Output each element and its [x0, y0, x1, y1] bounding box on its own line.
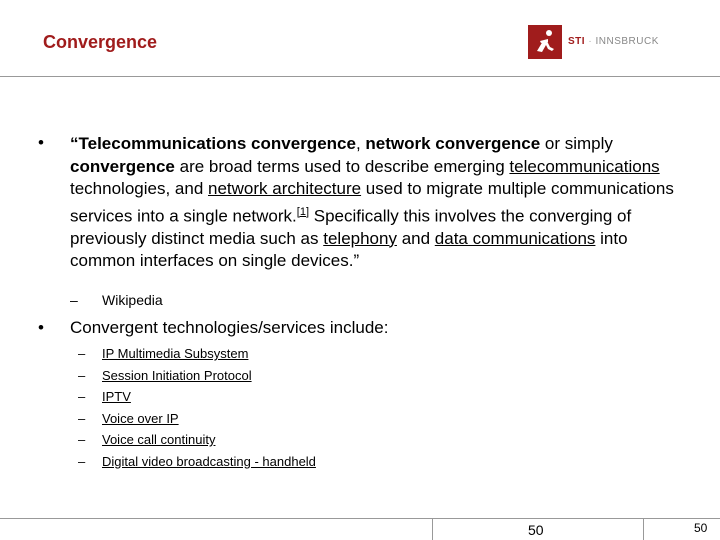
- quote-text: ,: [355, 134, 366, 153]
- technology-list: [78, 343, 316, 472]
- dash-icon: –: [78, 389, 86, 404]
- link-voice-over-ip[interactable]: Voice over IP: [102, 410, 179, 426]
- logo-separator: ·: [588, 36, 593, 47]
- list-item: [78, 451, 316, 473]
- link-voice-call-continuity[interactable]: Voice call continuity: [102, 432, 216, 447]
- sti-innsbruck-logo: [528, 25, 678, 59]
- link-ip-multimedia-subsystem[interactable]: IP Multimedia Subsystem: [102, 346, 249, 361]
- quote-text: technologies, and: [70, 179, 208, 198]
- list-item: [78, 386, 316, 408]
- list-item: [78, 365, 316, 387]
- logo-text: [568, 36, 659, 47]
- page-number: 50: [528, 522, 544, 538]
- term-convergence: convergence: [70, 156, 175, 176]
- list-item: [78, 429, 316, 451]
- logo-innsbruck: INNSBRUCK: [595, 36, 659, 47]
- link-network-architecture[interactable]: network architecture: [208, 179, 362, 198]
- quote-text: are broad terms used to describe emerging: [174, 156, 510, 176]
- source-label: Wikipedia: [102, 292, 163, 308]
- bullet-icon: •: [38, 318, 44, 337]
- list-item: [78, 343, 316, 365]
- link-telecommunications[interactable]: telecommunications: [509, 156, 660, 176]
- bullet-quote: [70, 133, 690, 273]
- link-telephony[interactable]: telephony: [323, 228, 397, 248]
- link-session-initiation-protocol[interactable]: Session Initiation Protocol: [102, 367, 252, 383]
- dash-icon: –: [78, 410, 86, 426]
- dash-icon: –: [78, 346, 86, 361]
- dash-icon: –: [78, 367, 86, 383]
- logo-sti: STI: [568, 36, 586, 47]
- link-data-communications[interactable]: data communications: [434, 228, 596, 248]
- quote-text: Specifically this involves the converging of previously distinct media such as: [70, 206, 632, 248]
- term-network-convergence: network convergence: [365, 134, 541, 153]
- dash-icon: –: [78, 453, 86, 469]
- quote-text: and: [396, 228, 435, 248]
- quote-source: [70, 292, 163, 308]
- link-iptv[interactable]: IPTV: [102, 389, 131, 404]
- list-item: [78, 408, 316, 430]
- link-dvb-handheld[interactable]: Digital video broadcasting - handheld: [102, 453, 316, 469]
- quote-text: used to migrate multiple communications services into a single network.: [70, 179, 674, 226]
- slide-title: Convergence: [43, 32, 158, 52]
- bullet-convergent-technologies: Convergent technologies/services include:: [70, 318, 389, 337]
- bullet-icon: •: [38, 133, 44, 152]
- header-divider: [0, 76, 720, 77]
- quote-text: into common interfaces on single devices.”: [70, 228, 628, 271]
- logo-mark-icon: [528, 25, 562, 59]
- quote-text: or simply: [540, 134, 613, 153]
- footnote-link[interactable]: [1]: [296, 205, 310, 218]
- dash-icon: –: [70, 292, 78, 308]
- dash-icon: –: [78, 432, 86, 447]
- slide-number: 50: [694, 521, 708, 535]
- term-telecom-convergence: “Telecommunications convergence: [70, 134, 356, 153]
